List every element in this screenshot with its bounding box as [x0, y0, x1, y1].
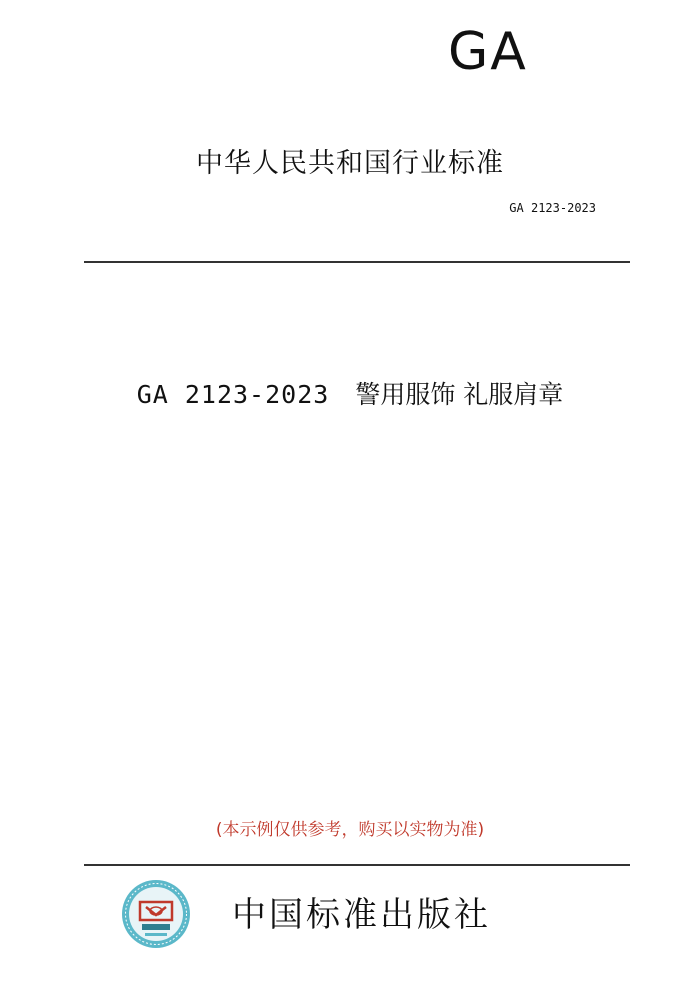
sample-notice: (本示例仅供参考，购买以实物为准): [215, 820, 485, 840]
publisher-block: [120, 878, 580, 950]
category-title: 中华人民共和国行业标准: [196, 148, 504, 179]
document-title: [0, 377, 700, 413]
document-code: GA 2123-2023: [136, 380, 330, 409]
top-divider: [84, 261, 630, 263]
document-name: 警用服饰 礼服肩章: [355, 380, 564, 409]
standard-code: GA 2123-2023: [509, 201, 596, 215]
publisher-name: 中国标准出版社: [232, 895, 491, 935]
publisher-seal-icon: [120, 878, 192, 950]
bottom-divider: [84, 864, 630, 866]
standard-mark: GA: [448, 22, 528, 82]
